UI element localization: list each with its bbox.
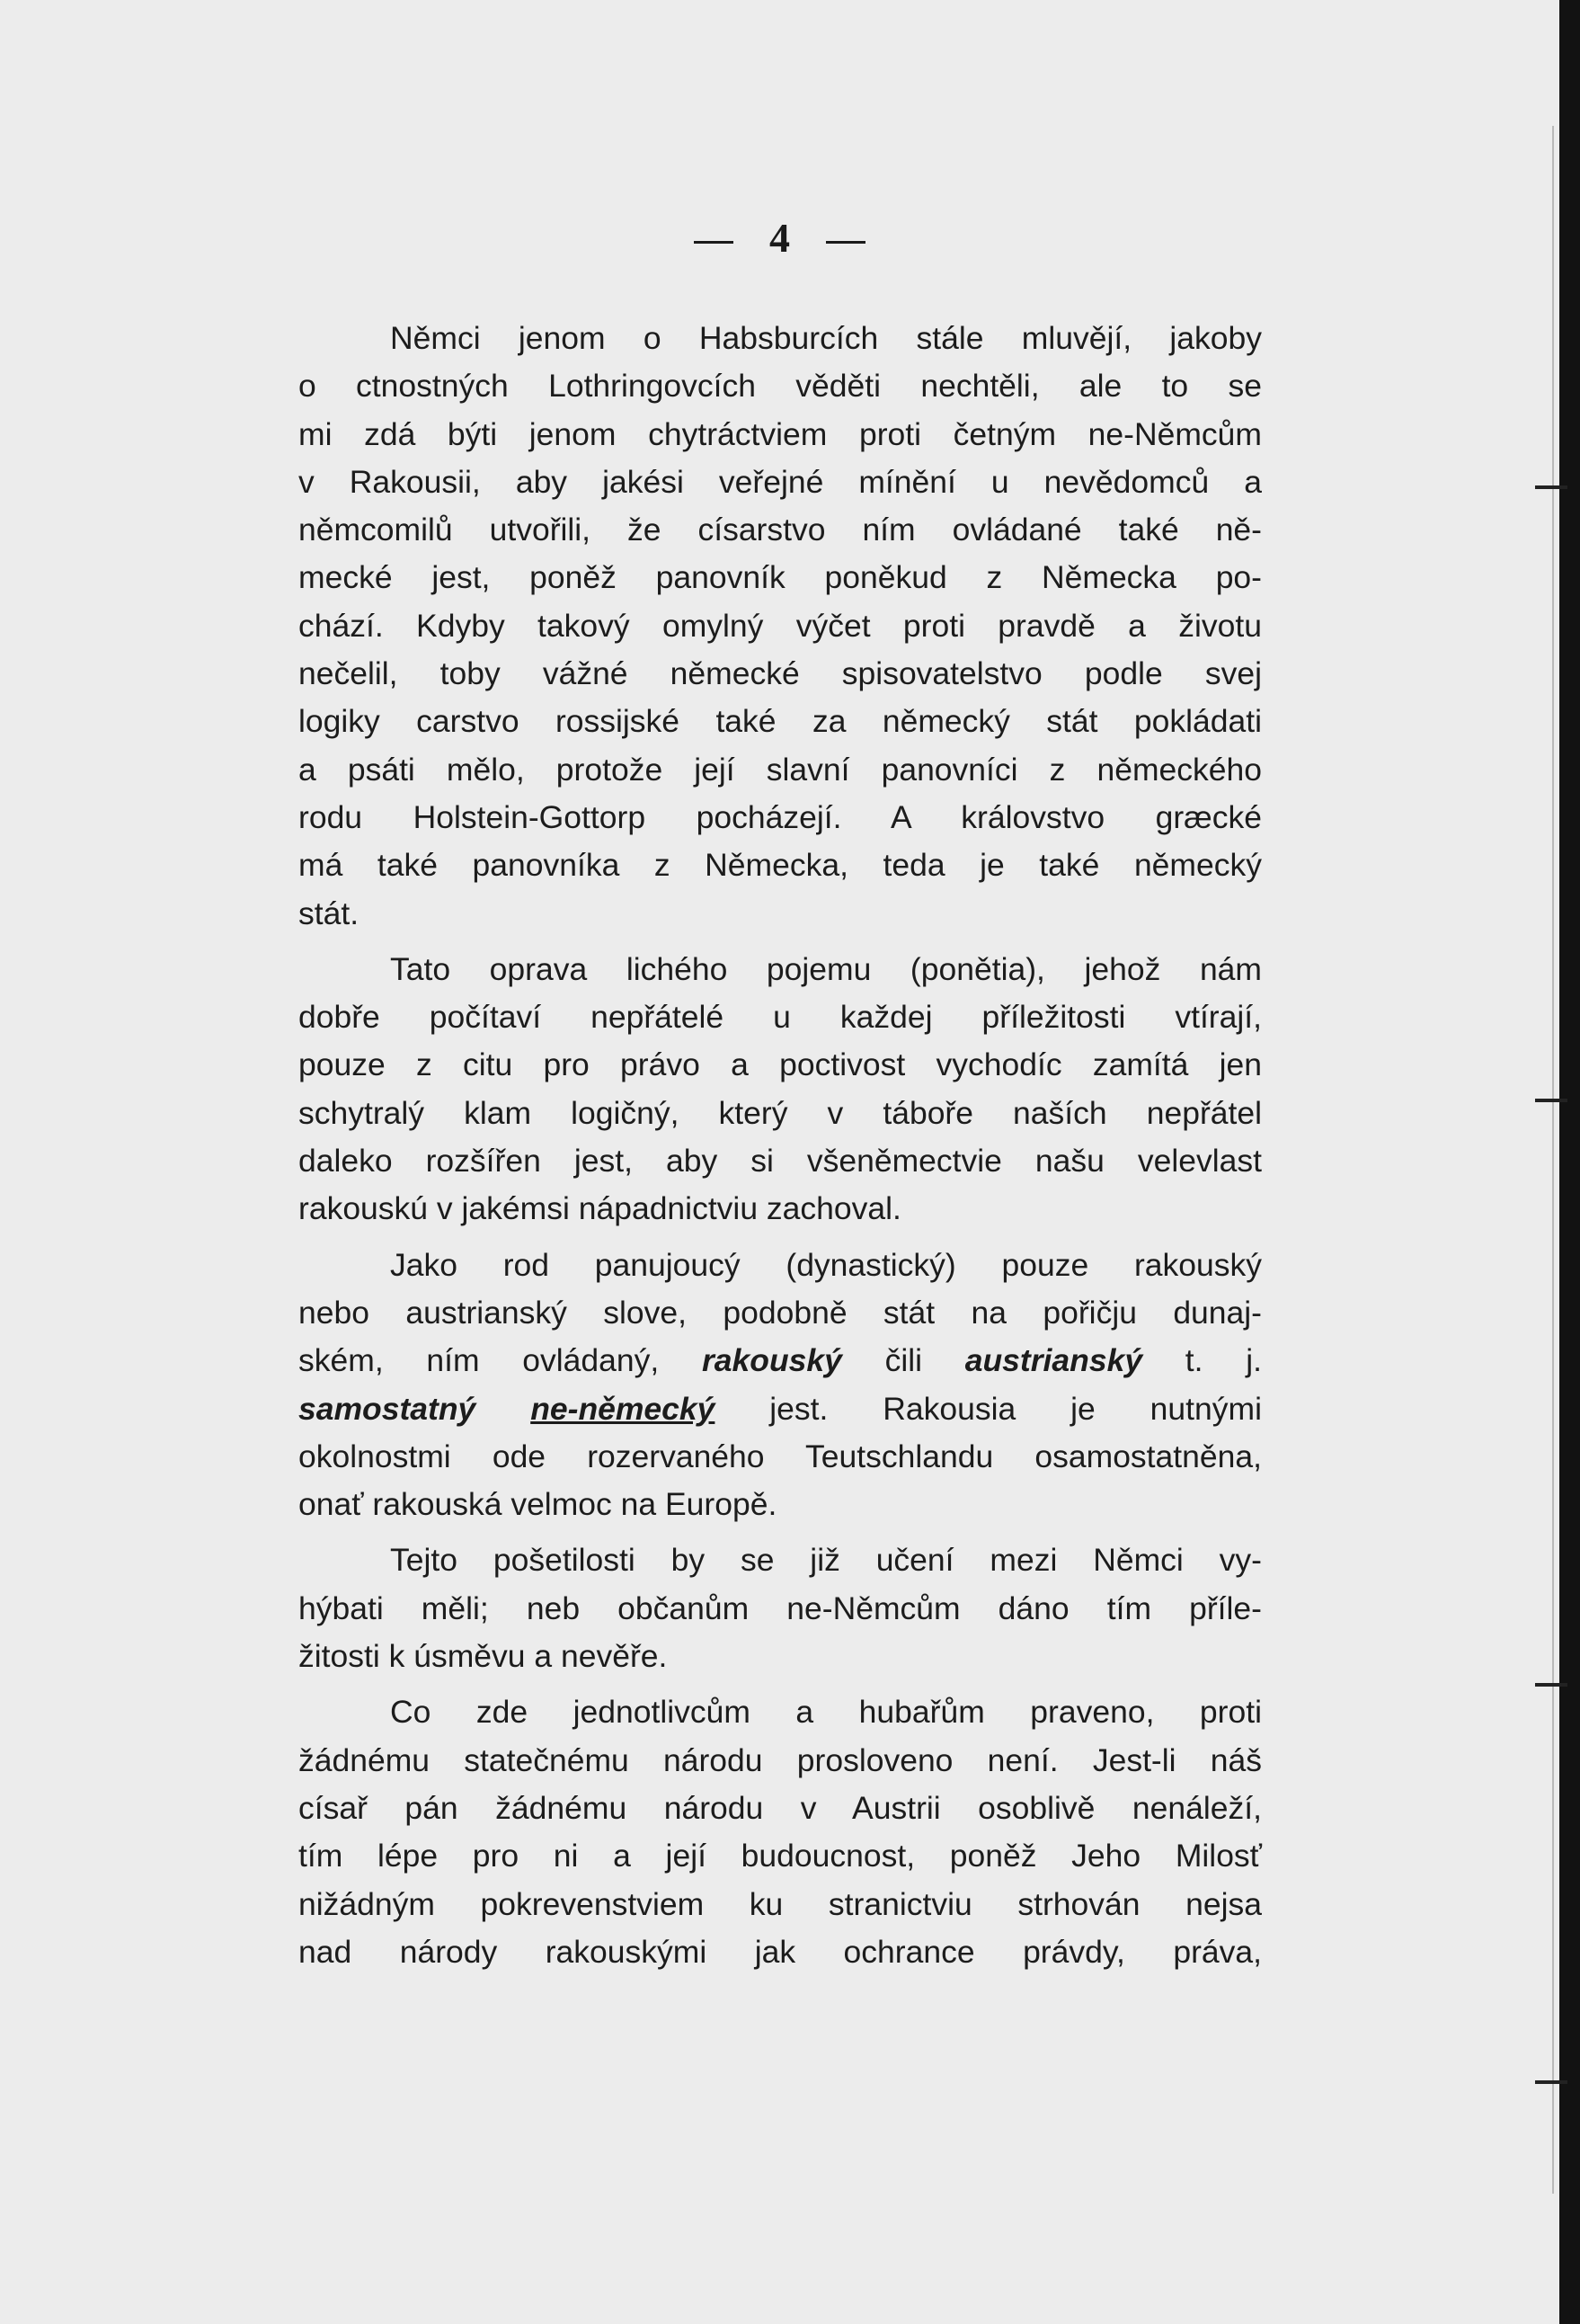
paragraph-3: [298, 1242, 1262, 1529]
paragraph-1: [298, 315, 1262, 938]
text-line: tím lépe pro ni a její budoucnost, poněž Jeho Milosť: [298, 1838, 1262, 1874]
text-segment: jest. Rakousia je nutnými: [715, 1390, 1262, 1427]
text-line: žitosti k úsměvu a nevěře.: [298, 1638, 668, 1675]
text-line: onať rakouská velmoc na Europě.: [298, 1486, 777, 1523]
text-line: mecké jest, poněž panovník poněkud z Německa po-: [298, 559, 1262, 596]
binding-mark: [1535, 1683, 1567, 1687]
text-line: a psáti mělo, protože její slavní panovníci z německého: [298, 751, 1262, 788]
text-line: schytralý klam logičný, který v táboře naších nepřátel: [298, 1094, 1262, 1131]
text-line: [298, 1385, 1262, 1433]
text-line: o ctnostných Lothringovcích věděti nechtěli, ale to se: [298, 368, 1262, 405]
emphasis-samostatny: samostatný: [298, 1390, 476, 1427]
emphasis-austriansky: austrianský: [964, 1342, 1143, 1379]
text-line: okolnostmi ode rozervaného Teutschlandu osamostatněna,: [298, 1438, 1262, 1474]
binding-mark: [1535, 1099, 1567, 1102]
text-line: logiky carstvo rossijské také za německý stát pokládati: [298, 703, 1262, 740]
text-segment: [475, 1391, 530, 1427]
text-line: nižádným pokrevenstviem ku stranictviu strhován nejsa: [298, 1885, 1262, 1922]
text-line: Tato oprava lichého pojemu (ponětia), jehož nám: [390, 950, 1262, 987]
text-line: [298, 1337, 1262, 1385]
body-text: [298, 315, 1262, 1976]
text-line: hýbati měli; neb občanům ne-Němcům dáno tím příle-: [298, 1589, 1262, 1626]
text-line: stát.: [298, 895, 359, 931]
emphasis-rakousky: rakouský: [701, 1342, 842, 1379]
page-number: 4: [769, 215, 790, 261]
text-line: mi zdá býti jenom chytráctviem proti četným ne-Němcům: [298, 415, 1262, 452]
text-segment: t. j.: [1142, 1342, 1263, 1379]
binding-mark: [1535, 2080, 1567, 2084]
text-line: daleko rozšířen jest, aby si všeněmectvie našu velevlast: [298, 1143, 1262, 1180]
scan-border: [1559, 0, 1580, 2324]
text-line: chází. Kdyby takový omylný výčet proti pravdě a životu: [298, 607, 1262, 644]
paragraph-5: [298, 1688, 1262, 1976]
text-line: Co zde jednotlivcům a hubařům praveno, proti: [390, 1694, 1262, 1731]
left-dash: [694, 241, 733, 244]
text-line: pouze z citu pro právo a poctivost vychodíc zamítá jen: [298, 1046, 1262, 1083]
text-line: němcomilů utvořili, že císarstvo ním ovládané také ně-: [298, 512, 1262, 548]
text-line: nečelil, toby vážné německé spisovatelstvo podle svej: [298, 655, 1262, 692]
text-line: žádnému statečnému národu prosloveno není. Jest-li náš: [298, 1741, 1262, 1778]
text-line: císař pán žádnému národu v Austrii osoblivě nenáleží,: [298, 1789, 1262, 1826]
text-line: nebo austrianský slove, podobně stát na pořičju dunaj-: [298, 1294, 1262, 1331]
emphasis-ne-nemecky: ne-německý: [530, 1390, 715, 1427]
text-line: Němci jenom o Habsburcích stále mluvějí, jakoby: [390, 320, 1262, 356]
text-line: Jako rod panujoucý (dynastický) pouze rakouský: [390, 1246, 1262, 1283]
text-segment: čili: [841, 1342, 965, 1379]
text-line: rodu Holstein-Gottorp pocházejí. A královstvo græcké: [298, 798, 1262, 835]
text-line: nad národy rakouskými jak ochrance právdy, práva,: [298, 1933, 1262, 1970]
page-edge-shadow: [1552, 126, 1554, 2194]
page-number-header: [0, 214, 1559, 262]
text-line: má také panovníka z Německa, teda je také německý: [298, 847, 1262, 884]
binding-mark: [1535, 485, 1567, 489]
text-line: rakouskú v jakémsi nápadnictviu zachoval.: [298, 1190, 901, 1227]
text-line: dobře počítaví nepřátelé u každej příležitosti vtírají,: [298, 999, 1262, 1036]
paragraph-2: [298, 946, 1262, 1233]
paragraph-4: [298, 1536, 1262, 1680]
text-line: Tejto pošetilosti by se již učení mezi Němci vy-: [390, 1542, 1262, 1579]
text-line: v Rakousii, aby jakési veřejné mínění u nevědomců a: [298, 463, 1262, 500]
right-dash: [826, 241, 865, 244]
text-segment: ském, ním ovládaný,: [298, 1342, 702, 1379]
